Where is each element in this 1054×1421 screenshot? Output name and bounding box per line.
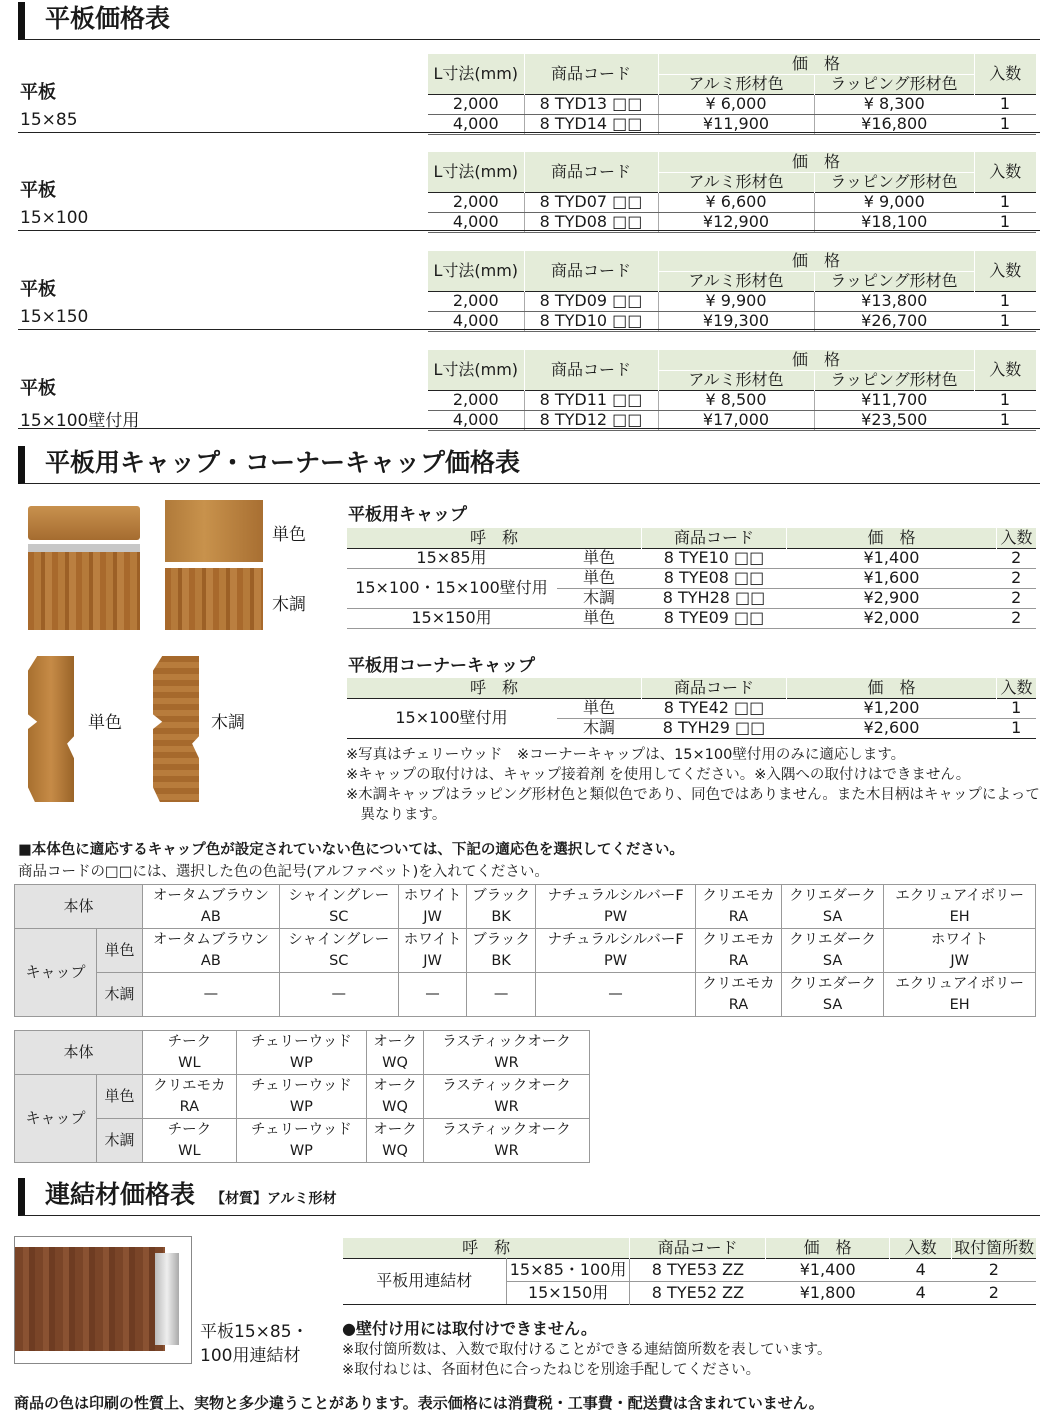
color-cell: — (398, 973, 466, 1017)
cap-price-table: 呼 称 商品コード 価 格 入数 15×85用 単色 8 TYE10 □□ ¥1,400 2 15×100・15×100壁付用 単色 8 TYE08 □□ ¥1,600 2 木調 8 TYH28 □□ ¥2,900 2 15×150用 単色 8 TYE09 □□ ¥2,000 2 (346, 528, 1036, 629)
product-separator (18, 230, 1040, 231)
color-cell: JW (884, 951, 1036, 973)
header-code: 商品コード (524, 350, 658, 390)
color-cell: エクリュアイボリー (884, 885, 1036, 907)
header-wrap: ラッピング形材色 (814, 74, 974, 94)
color-cell: WR (424, 1053, 590, 1075)
color-cell: RA (696, 995, 782, 1017)
price-row (428, 410, 1036, 430)
link-photo-metal (155, 1253, 179, 1345)
color-cell: — (535, 973, 695, 1017)
price-cell: ¥13,800 (814, 291, 974, 311)
color-cell: — (143, 973, 280, 1017)
header-l: L寸法(mm) (428, 54, 524, 94)
header-l: L寸法(mm) (428, 152, 524, 192)
header-code: 商品コード (524, 251, 658, 291)
price-cell: 1 (974, 311, 1036, 331)
price-cell: 4,000 (428, 410, 524, 430)
product-separator (18, 132, 1040, 133)
header-wrap: ラッピング形材色 (814, 172, 974, 192)
price-cell: 4,000 (428, 311, 524, 331)
price-cell: 2,000 (428, 94, 524, 114)
corner-price-table: 呼 称 商品コード 価 格 入数 15×100壁付用 単色 8 TYE42 □□ ¥1,200 1 木調 8 TYH29 □□ ¥2,600 1 (346, 678, 1036, 739)
link-photo-wood (15, 1247, 165, 1351)
price-table (428, 54, 1036, 135)
color-cell: クリエモカ (143, 1075, 237, 1097)
color-cell: WL (143, 1053, 237, 1075)
color-cell: クリエモカ (696, 929, 782, 951)
color-cell: エクリュアイボリー (884, 973, 1036, 995)
row-label-cap: キャップ (15, 1075, 97, 1163)
color-cell: チェリーウッド (236, 1031, 366, 1053)
price-cell: 4,000 (428, 114, 524, 134)
price-cell: 8 TYD14 □□ (524, 114, 658, 134)
color-cell: PW (535, 951, 695, 973)
price-cell: 1 (974, 192, 1036, 212)
price-row (428, 212, 1036, 232)
footer-note: 商品の色は印刷の性質上、実物と多少違うことがあります。表示価格には消費税・工事費・配送費は含まれていません。 (14, 1394, 824, 1412)
price-table (428, 251, 1036, 332)
color-cell: ホワイト (884, 929, 1036, 951)
row-label-body: 本体 (15, 1031, 143, 1075)
color-cell: ブラック (467, 929, 536, 951)
price-cell: 1 (974, 114, 1036, 134)
price-cell: 8 TYD07 □□ (524, 192, 658, 212)
price-cell: 8 TYD11 □□ (524, 390, 658, 410)
color-cell: AB (143, 907, 280, 929)
price-cell: 1 (974, 390, 1036, 410)
color-cell: ナチュラルシルバーF (535, 929, 695, 951)
color-cell: SA (781, 995, 884, 1017)
product-separator (18, 428, 1040, 429)
color-cell: — (467, 973, 536, 1017)
price-cell: ¥ 8,300 (814, 94, 974, 114)
row-label-single: 単色 (97, 929, 143, 973)
product-separator (18, 329, 1040, 330)
color-cell: WQ (367, 1053, 424, 1075)
color-cell: ホワイト (398, 885, 466, 907)
product-name: 平板 (20, 180, 56, 201)
color-cell: ラスティックオーク (424, 1075, 590, 1097)
color-cell: JW (398, 907, 466, 929)
swatch-single (165, 500, 263, 562)
price-cell: ¥26,700 (814, 311, 974, 331)
price-cell: ¥11,700 (814, 390, 974, 410)
price-cell: 2,000 (428, 192, 524, 212)
color-cell: チェリーウッド (236, 1119, 366, 1141)
color-cell: オーク (367, 1031, 424, 1053)
color-cell: クリエモカ (696, 885, 782, 907)
price-cell: ¥18,100 (814, 212, 974, 232)
color-cell: WQ (367, 1141, 424, 1163)
price-table (428, 152, 1036, 233)
price-row (428, 114, 1036, 134)
cap-notes: ※写真はチェリーウッド ※コーナーキャップは、15×100壁付用のみに適応します。 ※キャップの取付けは、キャップ接着剤 を使用してください。※入隅への取付けはできません。 ※木調キャップはラッピング形材色と類似色であり、同色ではありません。また木目柄はキャップによって 異なります。 (346, 747, 1040, 823)
color-cell: WQ (367, 1097, 424, 1119)
color-cell: WP (236, 1097, 366, 1119)
row-label-cap: キャップ (15, 929, 97, 1017)
header-l: L寸法(mm) (428, 350, 524, 390)
header-code: 商品コード (524, 54, 658, 94)
color-cell: クリエダーク (781, 973, 884, 995)
color-cell: WP (236, 1053, 366, 1075)
price-cell: ¥ 9,000 (814, 192, 974, 212)
section-title-link: 連結材価格表 【材質】アルミ形材 (18, 1178, 1040, 1216)
price-row (428, 291, 1036, 311)
color-cell: クリエモカ (696, 973, 782, 995)
swatch-single-label: 単色 (272, 525, 306, 545)
color-cell: RA (696, 907, 782, 929)
price-row (428, 94, 1036, 114)
color-cell: EH (884, 995, 1036, 1017)
color-cell: WR (424, 1097, 590, 1119)
color-cell: JW (398, 951, 466, 973)
header-qty: 入数 (974, 152, 1036, 192)
row-label-wood: 木調 (97, 973, 143, 1017)
header-l: L寸法(mm) (428, 251, 524, 291)
color-cell: BK (467, 907, 536, 929)
price-cell: 8 TYD09 □□ (524, 291, 658, 311)
row-label-wood: 木調 (97, 1119, 143, 1163)
price-cell: ¥ 6,600 (658, 192, 814, 212)
price-cell: 8 TYD10 □□ (524, 311, 658, 331)
header-wrap: ラッピング形材色 (814, 370, 974, 390)
corner-wood-label: 木調 (211, 713, 245, 733)
product-name: 平板 (20, 279, 56, 300)
color-cell: シャイングレー (279, 885, 398, 907)
color-cell: SC (279, 951, 398, 973)
section-title-flatboard: 平板価格表 (18, 2, 1040, 40)
link-notes: ●壁付け用には取付けできません。 ※取付箇所数は、入数で取付けることができる連結箇所数を表しています。 ※取付ねじは、各面材色に合ったねじを別途手配してください。 (342, 1319, 832, 1378)
color-cell: RA (696, 951, 782, 973)
header-price: 価 格 (658, 54, 974, 74)
swatch-wood (165, 568, 263, 630)
color-cell: オータムブラウン (143, 929, 280, 951)
color-cell: PW (535, 907, 695, 929)
color-cell: RA (143, 1097, 237, 1119)
product-size: 15×100壁付用 (20, 411, 140, 431)
price-cell: ¥ 9,900 (658, 291, 814, 311)
cap-table-title: 平板用キャップ (348, 505, 467, 525)
color-cell: WL (143, 1141, 237, 1163)
color-note-sub: 商品コードの□□には、選択した色の色記号(アルファベット)を入れてください。 (18, 864, 549, 880)
color-cell: EH (884, 907, 1036, 929)
color-cell: オーク (367, 1075, 424, 1097)
color-cell: ブラック (467, 885, 536, 907)
section-title-cap: 平板用キャップ・コーナーキャップ価格表 (18, 446, 1040, 484)
header-wrap: ラッピング形材色 (814, 271, 974, 291)
corner-table-title: 平板用コーナーキャップ (348, 656, 535, 676)
price-cell: ¥19,300 (658, 311, 814, 331)
price-cell: 2,000 (428, 390, 524, 410)
header-alumi: アルミ形材色 (658, 271, 814, 291)
price-cell: ¥ 6,000 (658, 94, 814, 114)
price-cell: ¥11,900 (658, 114, 814, 134)
color-cell: クリエダーク (781, 929, 884, 951)
color-table-2 (14, 1030, 590, 1163)
row-label-body: 本体 (15, 885, 143, 929)
corner-single-label: 単色 (88, 713, 122, 733)
header-price: 価 格 (658, 350, 974, 370)
color-cell: SA (781, 907, 884, 929)
color-cell: シャイングレー (279, 929, 398, 951)
color-cell: ホワイト (398, 929, 466, 951)
header-code: 商品コード (524, 152, 658, 192)
price-row (428, 390, 1036, 410)
color-table-1 (14, 884, 1036, 1017)
header-qty: 入数 (974, 350, 1036, 390)
color-cell: SC (279, 907, 398, 929)
price-table (428, 350, 1036, 431)
swatch-wood-label: 木調 (272, 595, 306, 615)
header-alumi: アルミ形材色 (658, 370, 814, 390)
color-cell: ラスティックオーク (424, 1031, 590, 1053)
color-cell: チェリーウッド (236, 1075, 366, 1097)
color-cell: ナチュラルシルバーF (535, 885, 695, 907)
color-cell: ラスティックオーク (424, 1119, 590, 1141)
link-price-table: 呼 称 商品コード 価 格 入数 取付箇所数 平板用連結材 15×85・100用 8 TYE53 ZZ ¥1,400 4 2 15×150用 8 TYE52 ZZ ¥1,800 4 2 (342, 1238, 1036, 1305)
price-row (428, 192, 1036, 212)
header-price: 価 格 (658, 152, 974, 172)
price-row (428, 311, 1036, 331)
header-qty: 入数 (974, 54, 1036, 94)
product-name: 平板 (20, 82, 56, 103)
price-cell: 1 (974, 94, 1036, 114)
price-cell: 1 (974, 291, 1036, 311)
price-cell: ¥12,900 (658, 212, 814, 232)
price-cell: ¥ 8,500 (658, 390, 814, 410)
link-photo-frame (14, 1236, 192, 1364)
price-cell: 8 TYD12 □□ (524, 410, 658, 430)
product-size: 15×100 (20, 208, 89, 228)
color-cell: SA (781, 951, 884, 973)
color-note-heading: ■本体色に適応するキャップ色が設定されていない色については、下記の適応色を選択してください。 (18, 842, 684, 858)
color-cell: オータムブラウン (143, 885, 280, 907)
color-cell: チーク (143, 1031, 237, 1053)
price-cell: 2,000 (428, 291, 524, 311)
color-cell: AB (143, 951, 280, 973)
color-cell: BK (467, 951, 536, 973)
color-cell: — (279, 973, 398, 1017)
price-cell: 4,000 (428, 212, 524, 232)
header-alumi: アルミ形材色 (658, 74, 814, 94)
link-caption: 平板15×85・ 100用連結材 (200, 1322, 309, 1366)
price-cell: 8 TYD08 □□ (524, 212, 658, 232)
price-cell: 1 (974, 212, 1036, 232)
price-cell: ¥23,500 (814, 410, 974, 430)
price-cell: ¥16,800 (814, 114, 974, 134)
product-size: 15×85 (20, 110, 78, 130)
color-cell: WP (236, 1141, 366, 1163)
color-cell: チーク (143, 1119, 237, 1141)
product-name: 平板 (20, 378, 56, 399)
header-price: 価 格 (658, 251, 974, 271)
header-qty: 入数 (974, 251, 1036, 291)
color-cell: オーク (367, 1119, 424, 1141)
price-cell: ¥17,000 (658, 410, 814, 430)
price-cell: 8 TYD13 □□ (524, 94, 658, 114)
price-cell: 1 (974, 410, 1036, 430)
product-size: 15×150 (20, 307, 89, 327)
row-label-single: 単色 (97, 1075, 143, 1119)
color-cell: WR (424, 1141, 590, 1163)
header-alumi: アルミ形材色 (658, 172, 814, 192)
color-cell: クリエダーク (781, 885, 884, 907)
